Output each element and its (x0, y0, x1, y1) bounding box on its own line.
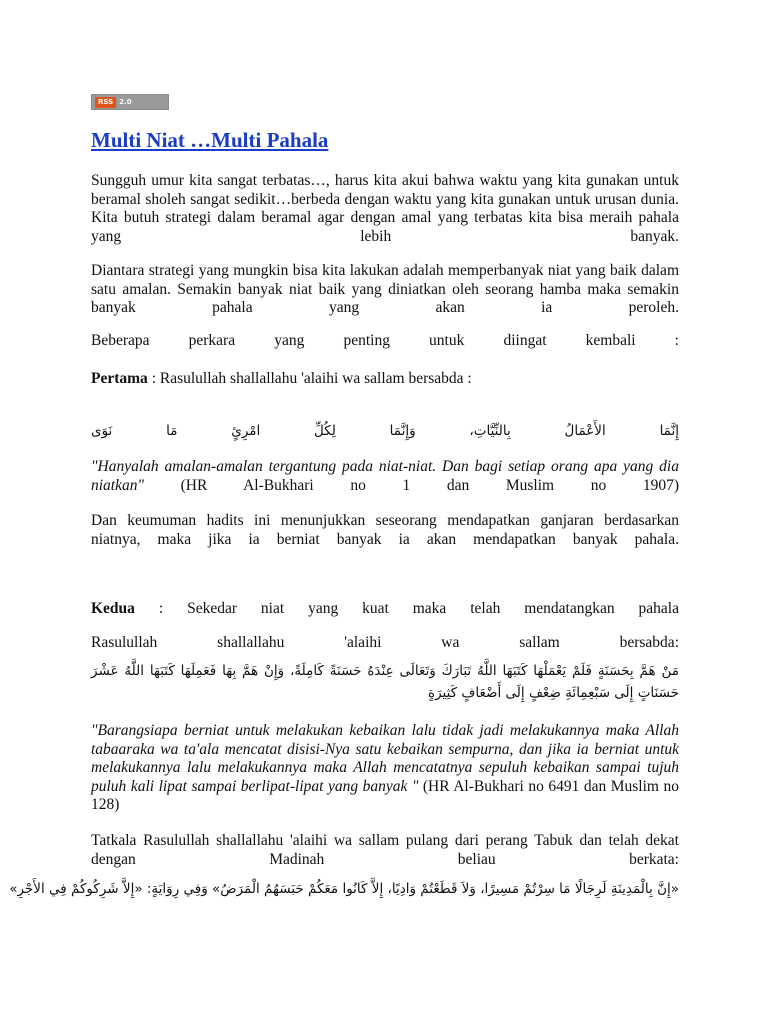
paragraph-intro: Sungguh umur kita sangat terbatas…, harus kita akui bahwa waktu yang kita gunakan untuk beramal sholeh sangat sedikit…berbeda dengan waktu yang kita gunakan untuk urusan dunia. Kita butuh strategi dalam beramal agar dengan amal yang terbatas kita bisa meraih pahala yang lebih banyak. (91, 172, 679, 245)
arabic-hadith-hamma: مَنْ هَمَّ بِحَسَنَةٍ فَلَمْ يَعْمَلْهَا كَتَبَهَا اللَّهُ تَبَارَكَ وَتَعَالَى عِنْدَهُ حَسَنَةً كَامِلَةً، وَإِنْ هَمَّ بِهَا فَعَمِلَهَا كَتَبَهَا اللَّهُ عَشْرَ حَسَنَاتٍ إِلَى سَبْعِمِائَةِ ضِعْفٍ إِلَى أَضْعَافٍ كَثِيرَةٍ (91, 663, 679, 701)
arabic-hadith-niat: إِنَّمَا الأَعْمَالُ بِالنِّيَّاتِ، وَإِنَّمَا لِكُلِّ امْرِئٍ مَا نَوَى (91, 423, 679, 439)
quote-hamma (91, 722, 679, 815)
quote-niat (91, 458, 679, 495)
paragraph-strategy: Diantara strategi yang mungkin bisa kita lakukan adalah memperbanyak niat yang baik dalam satu amalan. Semakin banyak niat baik yang diniatkan oleh seorang hamba maka semakin banyak pahala yang akan ia peroleh. (91, 262, 679, 316)
pertama-label: Pertama (91, 370, 148, 387)
paragraph-kedua (91, 600, 679, 619)
paragraph-pertama (91, 370, 679, 389)
kedua-text: : Sekedar niat yang kuat maka telah mendatangkan pahala (134, 600, 679, 617)
quote-niat-text: "Hanyalah amalan-amalan tergantung pada niat-niat. Dan bagi setiap orang apa yang dia niatkan" (91, 458, 679, 494)
quote-hamma-ref: (HR Al-Bukhari no 6491 dan Muslim no 128) (91, 777, 679, 813)
quote-hamma-text: "Barangsiapa berniat untuk melakukan kebaikan lalu tidak jadi melakukannya maka Allah tabaaraka wa ta'ala mencatat disisi-Nya satu kebaikan sempurna, dan jika ia berniat untuk melakukannya lalu melakukannya maka Allah mencatatnya sepuluh kebaikan sampai tujuh puluh kali lipat sampai berlipat-lipat yang banyak " (91, 722, 679, 795)
quote-niat-ref: (HR Al-Bukhari no 1 dan Muslim no 1907) (144, 476, 679, 494)
paragraph-beberapa: Beberapa perkara yang penting untuk diingat kembali : (91, 332, 679, 349)
paragraph-rasulullah-bersabda: Rasulullah shallallahu 'alaihi wa sallam bersabda: (91, 634, 679, 651)
rss-badge-label: RSS (95, 97, 116, 108)
kedua-label: Kedua (91, 600, 135, 617)
pertama-text: : Rasulullah shallallahu 'alaihi wa sallam bersabda : (147, 370, 472, 387)
page-title[interactable]: Multi Niat …Multi Pahala (91, 128, 329, 152)
rss-badge[interactable] (91, 94, 169, 110)
paragraph-tabuk: Tatkala Rasulullah shallallahu 'alaihi wa sallam pulang dari perang Tabuk dan telah dekat dengan Madinah beliau berkata: (91, 832, 679, 868)
paragraph-keumuman: Dan keumuman hadits ini menunjukkan seseorang mendapatkan ganjaran berdasarkan niatnya, maka jika ia berniat banyak ia akan mendapatkan banyak pahala. (91, 512, 679, 548)
arabic-hadith-madinah: «إِنَّ بِالْمَدِينَةِ لَرِجَالًا مَا سِرْتُمْ مَسِيرًا، وَلاَ قَطَعْتُمْ وَادِيًا، إِلاَّ كَانُوا مَعَكُمْ حَبَسَهُمُ الْمَرَضُ» وَفِي رِوَايَةٍ: «إِلاَّ شَرِكُوكُمْ فِي الأَجْرِ» (9, 881, 679, 897)
rss-badge-version: 2.0 (119, 97, 132, 106)
